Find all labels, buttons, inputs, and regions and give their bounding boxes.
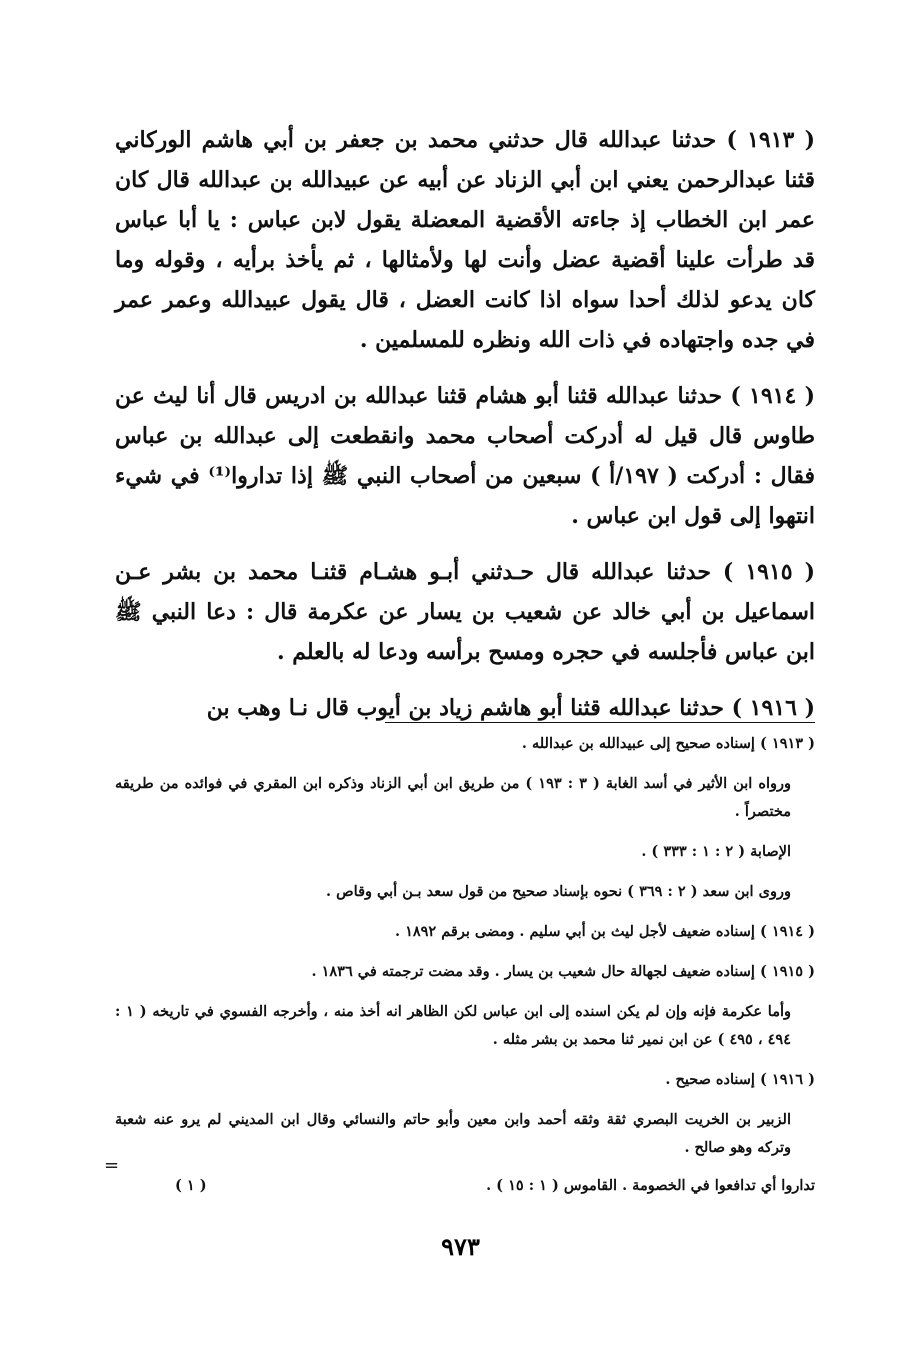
footnote-label: ( ١ ) [175, 1177, 207, 1194]
main-text [115, 120, 815, 728]
note-1916-zubayr: الزبير بن الخريت البصري ثقة وثقه أحمد وابن معين وأبو حاتم والنسائي وقال ابن المديني لم يرو عنه شعبة وتركه وهو صالح . [115, 1111, 791, 1156]
note-1913-athir: ورواه ابن الأثير في أسد الغابة ( ٣ : ١٩٣ ) من طريق ابن أبي الزناد وذكره ابن المقري في فوائده من طريقه مختصراً . [115, 775, 792, 820]
page-content [115, 120, 815, 744]
hadith-1915: ( ١٩١٥ ) حدثنا عبدالله قال حـدثني أبـو هشـام قثنـا محمد بن بشر عـن اسماعيل بن أبي خالد عن شعيب بن يسار عن عكرمة قال : دعا النبي ﷺ ابن عباس فأجلسه في حجره ومسح برأسه ودعا له بالعلم . [115, 559, 815, 665]
notes-list [115, 730, 815, 1162]
notes-section [115, 730, 815, 1198]
note-1913-saad: وروى ابن سعد ( ٢ : ٣٦٩ ) نحوه بإسناد صحيح من قول سعد بـن أبي وقاص . [326, 883, 791, 900]
hadith-1914: ( ١٩١٤ ) حدثنا عبدالله قثنا أبو هشام قثنا عبدالله بن ادريس قال أنا ليث عن طاوس قال قيل له أدركت أصحاب محمد وانقطعت إلى عبدالله بن عباس فقال : أدركت ( ١٩٧/أ ) سبعين من أصحاب النبي ﷺ إذا تداروا⁽¹⁾ في شيء انتهوا إلى قول ابن عباس . [115, 383, 815, 529]
note-1913: ( ١٩١٣ ) إسناده صحيح إلى عبيدالله بن عبدالله . [521, 735, 815, 752]
footnote-1 [115, 1174, 815, 1198]
note-1915: ( ١٩١٥ ) إسناده ضعيف لجهالة حال شعيب بن يسار . وقد مضت ترجمته في ١٨٣٦ . [311, 963, 815, 980]
note-1916: ( ١٩١٦ ) إسناده صحيح . [665, 1071, 815, 1088]
note-1913-isaba: الإصابة ( ٢ : ١ : ٣٣٣ ) . [641, 843, 791, 860]
page-number: ٩٧٣ [441, 1232, 480, 1261]
continuation-mark: = [104, 1155, 120, 1176]
hadith-1916: ( ١٩١٦ ) حدثنا عبدالله قثنا أبو هاشم زياد بن أيوب قال نـا وهب بن [206, 695, 815, 721]
note-1914: ( ١٩١٤ ) إسناده ضعيف لأجل ليث بن أبي سليم . ومضى برقم ١٨٩٢ . [394, 923, 815, 940]
hadith-1913: ( ١٩١٣ ) حدثنا عبدالله قال حدثني محمد بن جعفر بن أبي هاشم الوركاني قثنا عبدالرحمن يعني ابن أبي الزناد عن أبيه عن عبيدالله بن عبدالله قال كان عمر ابن الخطاب إذ جاءته الأقضية المعضلة يقول لابن عباس : يا أبا عباس قد طرأت علينا أقضية عضل وأنت لها ولأمثالها ، ثم يأخذ برأيه ، وقوله وما كان يدعو لذلك أحدا سواه اذا كانت العضل ، قال يقول عبيدالله وعمر عمر في جده واجتهاده في ذات الله ونظره للمسلمين . [115, 127, 815, 353]
note-1915-ikrima: وأما عكرمة فإنه وإن لم يكن اسنده إلى ابن عباس لكن الظاهر انه أخذ منه ، وأخرجه الفسوي في تاريخه ( ١ : ٤٩٤ ، ٤٩٥ ) عن ابن نمير ثنا محمد بن بشر مثله . [115, 1003, 791, 1048]
footnote-text: تداروا أي تدافعوا في الخصومة . القاموس ( ١ : ١٥ ) . [486, 1177, 815, 1194]
footnote-divider [385, 722, 815, 723]
